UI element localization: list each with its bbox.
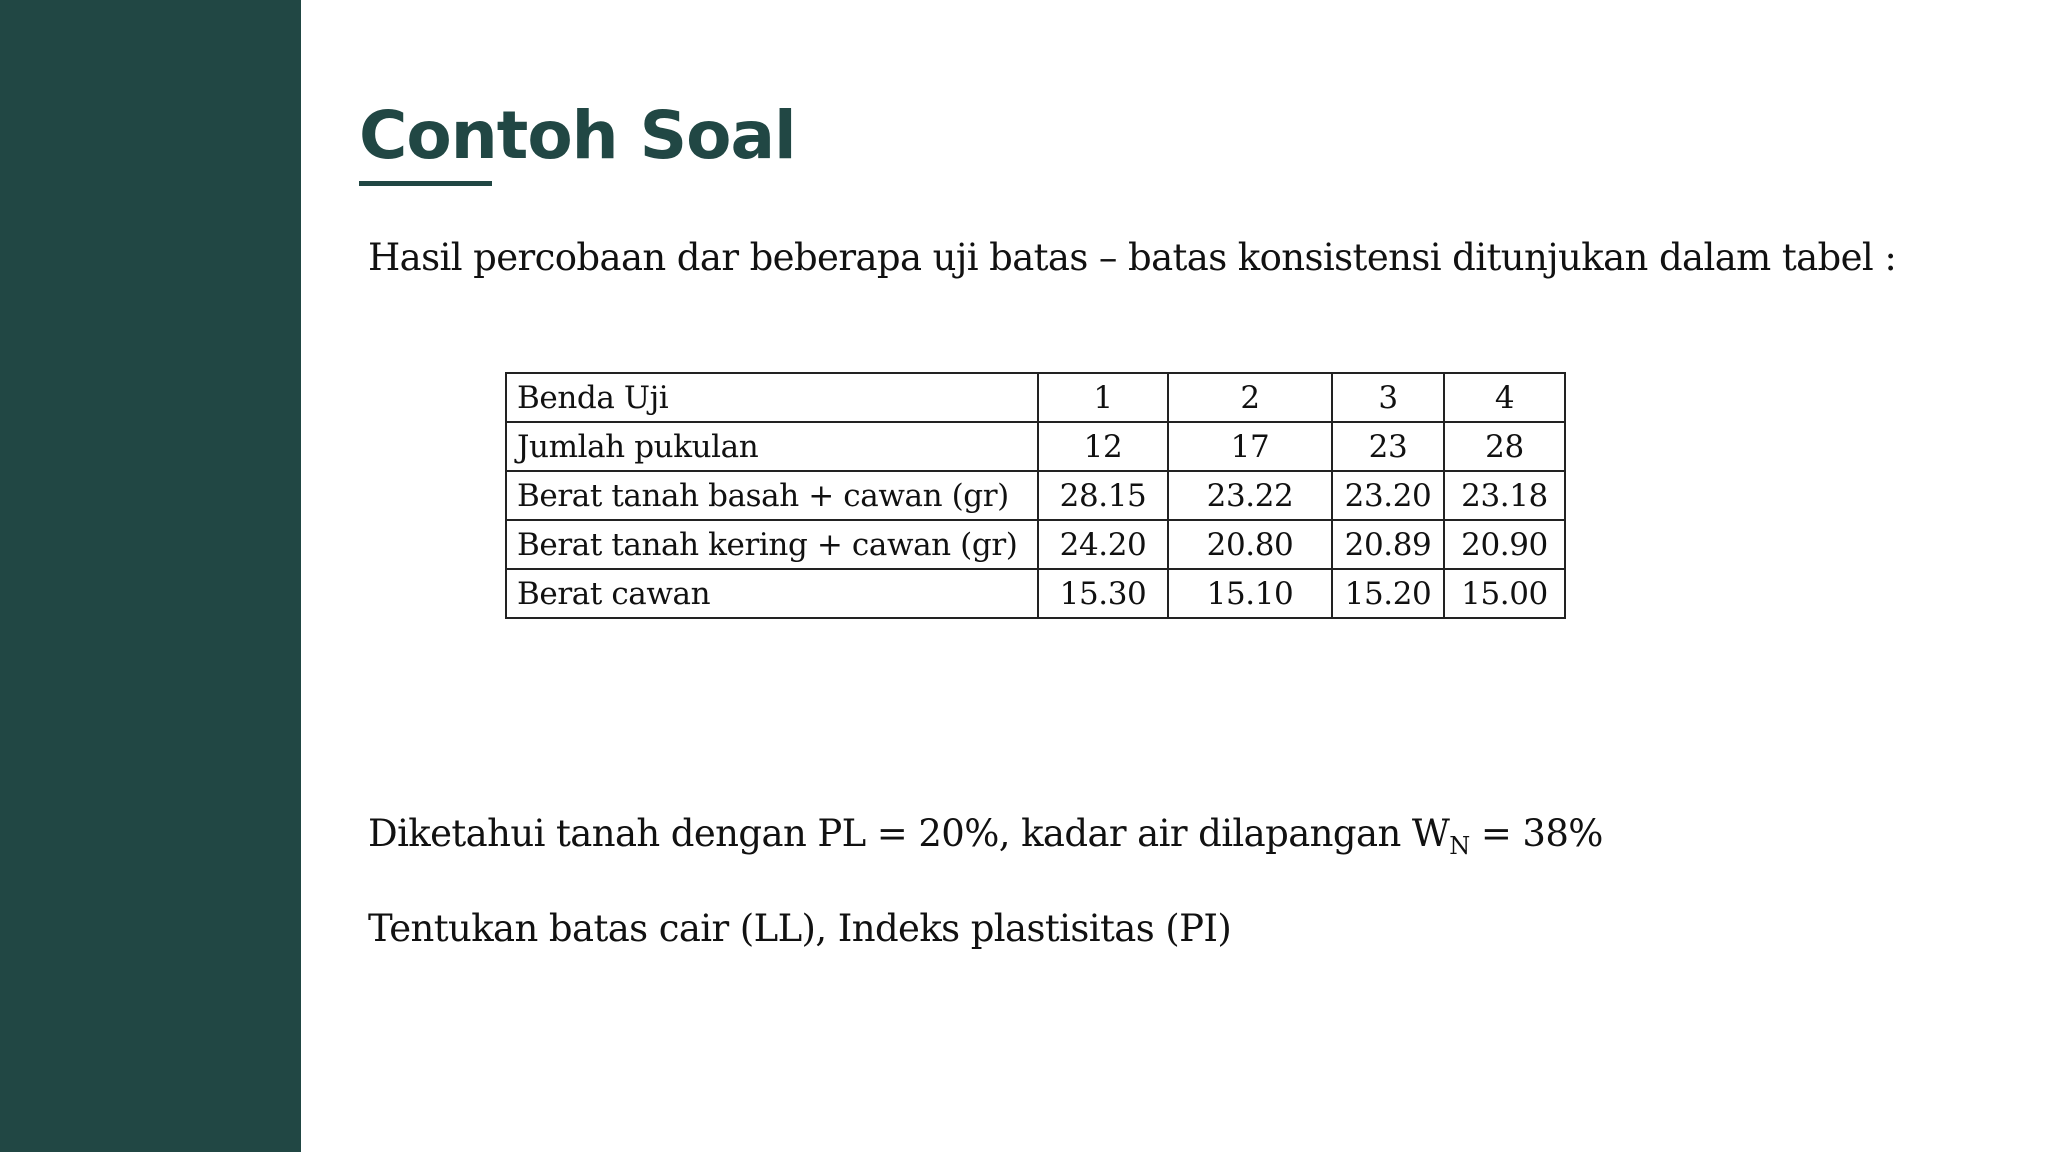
intro-text: Hasil percobaan dar beberapa uji batas – batas konsistensi ditunjukan dalam tabel : bbox=[368, 236, 1897, 279]
table-cell: 23.18 bbox=[1444, 471, 1565, 520]
table-cell: 20.89 bbox=[1332, 520, 1444, 569]
table-cell: 23.22 bbox=[1168, 471, 1332, 520]
table-cell: 15.00 bbox=[1444, 569, 1565, 618]
table-cell: Berat tanah basah + cawan (gr) bbox=[506, 471, 1038, 520]
table-row bbox=[506, 520, 1565, 569]
question-text: Tentukan batas cair (LL), Indeks plastisitas (PI) bbox=[368, 907, 1232, 950]
table-row bbox=[506, 569, 1565, 618]
wn-subscript: N bbox=[1449, 832, 1470, 860]
table-header-row bbox=[506, 373, 1565, 422]
table-cell: 12 bbox=[1038, 422, 1168, 471]
table-cell: 2 bbox=[1168, 373, 1332, 422]
table-cell: 3 bbox=[1332, 373, 1444, 422]
table-cell: 28.15 bbox=[1038, 471, 1168, 520]
given-statement-text: Diketahui tanah dengan PL = 20%, kadar air dilapangan W bbox=[368, 812, 1450, 855]
table-cell: 24.20 bbox=[1038, 520, 1168, 569]
table-cell: 15.20 bbox=[1332, 569, 1444, 618]
table-row bbox=[506, 471, 1565, 520]
sidebar-accent-bar bbox=[0, 0, 301, 1152]
table-cell: Jumlah pukulan bbox=[506, 422, 1038, 471]
table-cell: 20.90 bbox=[1444, 520, 1565, 569]
slide-title: Contoh Soal bbox=[359, 97, 796, 174]
table-cell: 1 bbox=[1038, 373, 1168, 422]
table-cell: Benda Uji bbox=[506, 373, 1038, 422]
consistency-table bbox=[505, 372, 1566, 619]
title-underline bbox=[359, 181, 492, 186]
table-cell: 4 bbox=[1444, 373, 1565, 422]
table-cell: 23 bbox=[1332, 422, 1444, 471]
table-cell: 20.80 bbox=[1168, 520, 1332, 569]
table-cell: 28 bbox=[1444, 422, 1565, 471]
table-cell: 15.30 bbox=[1038, 569, 1168, 618]
table-cell: 17 bbox=[1168, 422, 1332, 471]
table-cell: 15.10 bbox=[1168, 569, 1332, 618]
given-statement-value: = 38% bbox=[1469, 812, 1603, 855]
table-cell: 23.20 bbox=[1332, 471, 1444, 520]
table-row bbox=[506, 422, 1565, 471]
table-cell: Berat cawan bbox=[506, 569, 1038, 618]
table-cell: Berat tanah kering + cawan (gr) bbox=[506, 520, 1038, 569]
given-statement bbox=[368, 808, 1603, 860]
